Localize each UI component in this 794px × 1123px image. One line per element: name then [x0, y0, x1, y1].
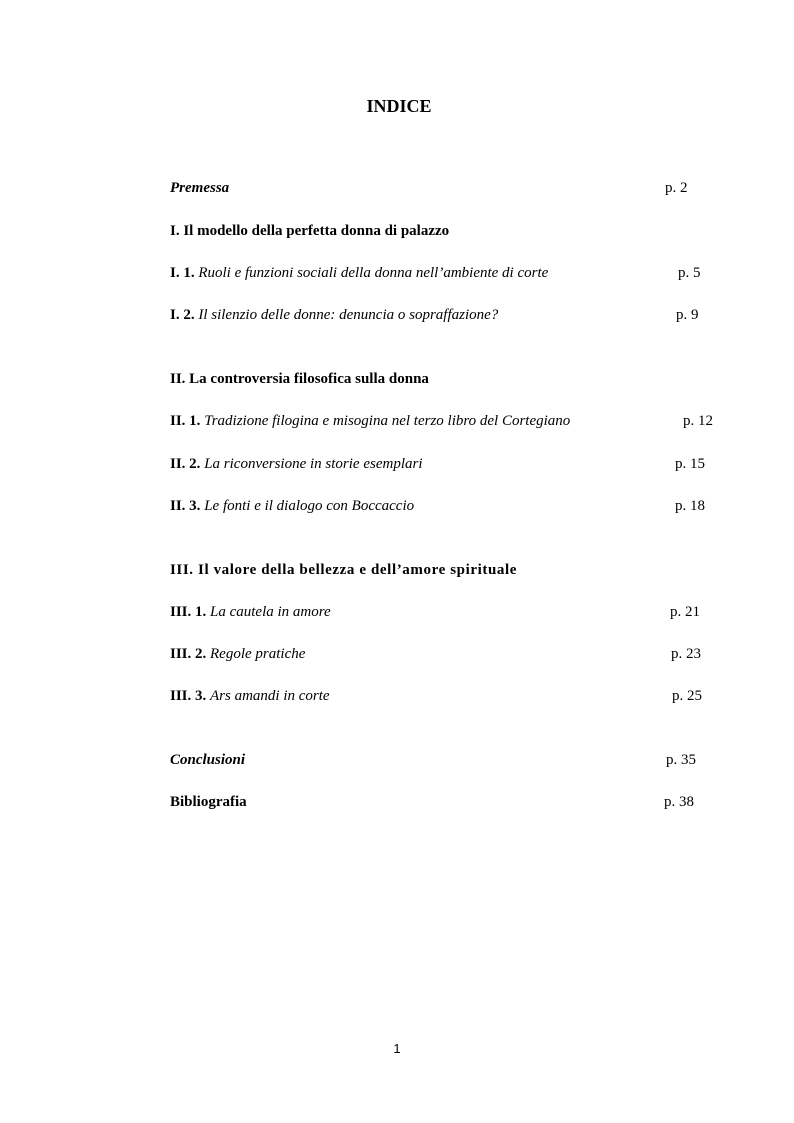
toc-entry-number: II. 3.: [170, 498, 201, 514]
toc-page-1-1: p. 5: [678, 265, 701, 281]
toc-entry-number: III. 1.: [170, 604, 207, 620]
toc-page-3-1: p. 21: [670, 604, 700, 620]
toc-entry-premessa: Premessa: [170, 180, 230, 196]
toc-entry-label: Tradizione filogina e misogina nel terzo libro del Cortegiano: [204, 413, 571, 429]
toc-entry-1-1: [170, 263, 548, 283]
toc-entry-number: I. 2.: [170, 307, 195, 323]
toc-entry-label: Le fonti e il dialogo con Boccaccio: [204, 498, 415, 514]
toc-entry-3-2: [170, 644, 305, 664]
toc-chapter-3: III. Il valore della bellezza e dell’amore spirituale: [170, 562, 518, 578]
toc-entry-3-1: [170, 602, 331, 622]
toc-page-2-3: p. 18: [675, 498, 705, 514]
toc-entry-number: III. 3.: [170, 688, 207, 704]
page-title: INDICE: [366, 96, 432, 116]
toc-entry-label: Regole pratiche: [210, 646, 306, 662]
toc-entry-bibliografia: Bibliografia: [170, 794, 247, 810]
toc-entry-3-3: [170, 686, 330, 706]
toc-entry-number: II. 2.: [170, 456, 201, 472]
toc-chapter-1: I. Il modello della perfetta donna di palazzo: [170, 223, 450, 239]
toc-page-3-3: p. 25: [672, 688, 702, 704]
toc-entry-number: III. 2.: [170, 646, 207, 662]
toc-page-bibliografia: p. 38: [664, 794, 694, 810]
toc-entry-2-1: [170, 411, 570, 431]
toc-page-premessa: p. 2: [665, 180, 688, 196]
toc-entry-label: Ruoli e funzioni sociali della donna nell’ambiente di corte: [198, 265, 549, 281]
toc-chapter-2: II. La controversia filosofica sulla donna: [170, 371, 429, 387]
toc-entry-conclusioni: Conclusioni: [170, 752, 246, 768]
toc-entry-number: I. 1.: [170, 265, 195, 281]
toc-page-2-2: p. 15: [675, 456, 705, 472]
toc-entry-label: Ars amandi in corte: [210, 688, 330, 704]
toc-entry-label: La cautela in amore: [210, 604, 331, 620]
page-number: 1: [393, 1041, 401, 1056]
toc-page-2-1: p. 12: [683, 413, 713, 429]
toc-page-1-2: p. 9: [676, 307, 699, 323]
toc-entry-label: Il silenzio delle donne: denuncia o sopraffazione?: [198, 307, 499, 323]
toc-entry-number: II. 1.: [170, 413, 201, 429]
toc-entry-2-3: [170, 496, 414, 516]
toc-entry-2-2: [170, 454, 423, 474]
toc-page-3-2: p. 23: [671, 646, 701, 662]
toc-page-conclusioni: p. 35: [666, 752, 696, 768]
toc-entry-1-2: [170, 305, 498, 325]
toc-entry-label: La riconversione in storie esemplari: [204, 456, 423, 472]
